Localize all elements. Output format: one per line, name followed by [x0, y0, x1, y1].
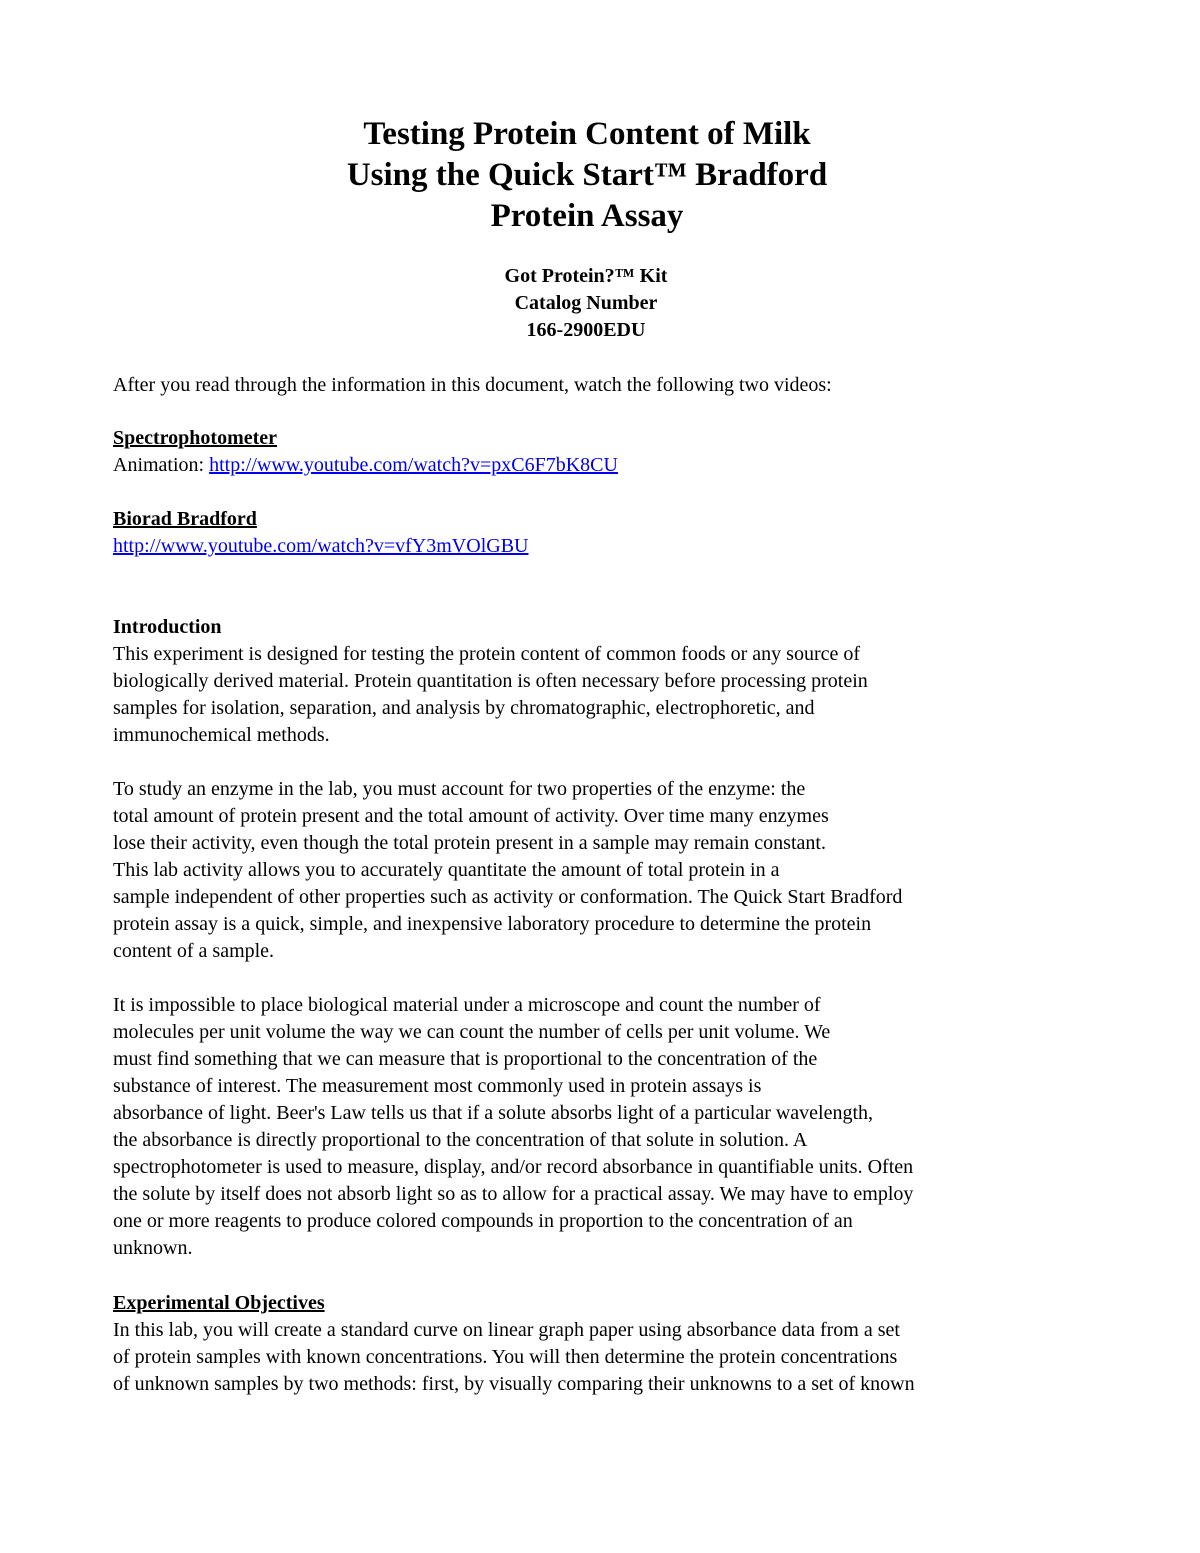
catalog-label: Catalog Number — [514, 292, 658, 314]
title-line-2: Using the Quick Start™ Bradford — [346, 157, 828, 193]
objectives-heading: Experimental Objectives — [113, 1292, 325, 1314]
enzyme-paragraph — [113, 776, 1073, 965]
instruction-text: After you read through the information in this document, watch the following two videos: — [113, 374, 832, 396]
catalog-number: 166-2900EDU — [526, 319, 646, 341]
title-line-1: Testing Protein Content of Milk — [363, 116, 811, 152]
kit-name: Got Protein?™ Kit — [504, 265, 668, 287]
animation-label: Animation: — [113, 454, 210, 476]
paragraph-line: must find something that we can measure that is proportional to the concentration of the — [113, 1048, 818, 1070]
paragraph-line: substance of interest. The measurement most commonly used in protein assays is — [113, 1075, 762, 1097]
kit-info — [0, 263, 1172, 344]
absorbance-paragraph — [113, 992, 1073, 1262]
paragraph-line: of protein samples with known concentrations. You will then determine the protein concentrations — [113, 1346, 898, 1368]
video-bradford — [113, 506, 1073, 560]
bradford-link-line — [113, 533, 1073, 560]
objectives-section — [113, 1290, 1073, 1398]
spectrophotometer-heading: Spectrophotometer — [113, 427, 278, 449]
paragraph-line: one or more reagents to produce colored compounds in proportion to the concentration of an — [113, 1210, 853, 1232]
document-title — [0, 114, 1174, 237]
paragraph-line: lose their activity, even though the total protein present in a sample may remain constant. — [113, 832, 826, 854]
paragraph-line: molecules per unit volume the way we can count the number of cells per unit volume. We — [113, 1021, 831, 1043]
paragraph-line: sample independent of other properties such as activity or conformation. The Quick Start Bradford — [113, 886, 903, 908]
paragraph-line: This lab activity allows you to accurately quantitate the amount of total protein in a — [113, 859, 780, 881]
intro-instruction — [113, 372, 1073, 399]
paragraph-line: samples for isolation, separation, and analysis by chromatographic, electrophoretic, and — [113, 697, 815, 719]
paragraph-line: spectrophotometer is used to measure, display, and/or record absorbance in quantifiable units. Often — [113, 1156, 914, 1178]
paragraph-line: It is impossible to place biological material under a microscope and count the number of — [113, 994, 821, 1016]
paragraph-line: unknown. — [113, 1237, 193, 1259]
paragraph-line: the solute by itself does not absorb light so as to allow for a practical assay. We may have to employ — [113, 1183, 914, 1205]
paragraph-line: immunochemical methods. — [113, 724, 330, 746]
paragraph-line: of unknown samples by two methods: first, by visually comparing their unknowns to a set of known — [113, 1373, 915, 1395]
paragraph-line: This experiment is designed for testing the protein content of common foods or any source of — [113, 643, 861, 665]
paragraph-line: In this lab, you will create a standard curve on linear graph paper using absorbance data from a set — [113, 1319, 900, 1341]
introduction-section — [113, 614, 1073, 749]
spectrophotometer-video-link[interactable]: http://www.youtube.com/watch?v=pxC6F7bK8CU — [209, 454, 618, 476]
paragraph-line: protein assay is a quick, simple, and inexpensive laboratory procedure to determine the protein — [113, 913, 872, 935]
title-line-3: Protein Assay — [490, 198, 684, 234]
introduction-heading: Introduction — [113, 616, 222, 638]
bradford-heading: Biorad Bradford — [113, 508, 257, 530]
paragraph-line: To study an enzyme in the lab, you must account for two properties of the enzyme: the — [113, 778, 806, 800]
bradford-video-link[interactable]: http://www.youtube.com/watch?v=vfY3mVOlGBU — [113, 535, 529, 557]
paragraph-line: biologically derived material. Protein quantitation is often necessary before processing protein — [113, 670, 868, 692]
video-spectrophotometer — [113, 425, 1073, 479]
spectrophotometer-link-line — [113, 452, 1073, 479]
paragraph-line: absorbance of light. Beer's Law tells us that if a solute absorbs light of a particular wavelength, — [113, 1102, 874, 1124]
paragraph-line: content of a sample. — [113, 940, 275, 962]
paragraph-line: total amount of protein present and the total amount of activity. Over time many enzymes — [113, 805, 829, 827]
paragraph-line: the absorbance is directly proportional to the concentration of that solute in solution. A — [113, 1129, 808, 1151]
